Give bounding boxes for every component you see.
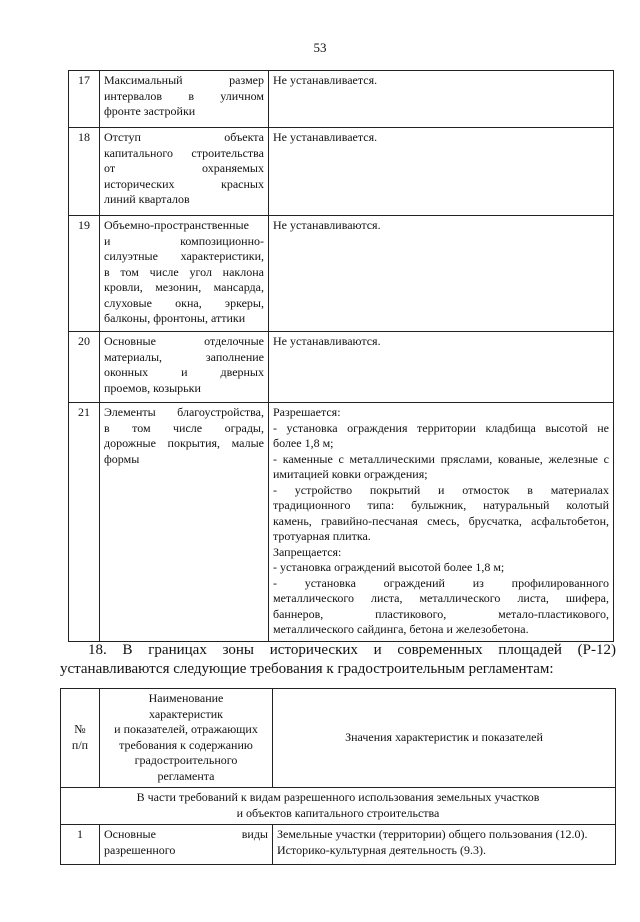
text-line: фронте застройки — [104, 104, 196, 118]
text-line: более 1,8 м; — [273, 436, 334, 450]
text-line: линий кварталов — [104, 192, 190, 206]
text-line: разрешенного — [104, 842, 176, 857]
text-line: Элементы благоустройства, — [104, 405, 264, 419]
text-line: Не устанавливаются. — [273, 334, 381, 348]
text-line: В части требований к видам разрешенного использования земельных участков — [136, 790, 540, 804]
text-line: - каменные с металлическими пряслами, кованые, железные с — [273, 451, 609, 466]
text-line: - установка ограждений из профилированного — [273, 575, 609, 590]
text-line: дорожные покрытия, малые — [104, 436, 264, 450]
text-line: - устройство покрытий и отмосток в материалах — [273, 482, 609, 497]
page-number: 53 — [313, 40, 327, 55]
characteristic-name — [100, 128, 269, 216]
text-line: оконных и дверных — [104, 365, 264, 379]
text-line: Основные отделочные — [104, 334, 264, 348]
text-line: в том числе ограды, — [104, 420, 264, 435]
row-number: 19 — [69, 216, 100, 332]
text-line: Основные виды — [104, 827, 268, 841]
text-line: регламента — [157, 768, 215, 783]
text-line: и композиционно- — [104, 233, 264, 248]
header-characteristic-name — [100, 689, 273, 788]
characteristic-name — [100, 825, 273, 865]
characteristic-name — [100, 216, 269, 332]
characteristic-name — [100, 332, 269, 403]
text-line: Земельные участки (территории) общего пользования (12.0). — [277, 827, 588, 841]
text-line: - установка ограждения территории кладбища высотой не — [273, 420, 609, 435]
text-line: традиционного типа: булыжник, натуральный колотый — [273, 498, 609, 512]
text-line: Историко-культурная деятельность (9.3). — [277, 842, 486, 857]
table-header-row — [61, 689, 616, 788]
table-row — [69, 71, 614, 128]
section-row — [61, 788, 616, 825]
text-line: и объектов капитального строительства — [236, 805, 440, 820]
text-line: п/п — [71, 737, 89, 752]
row-number: 20 — [69, 332, 100, 403]
row-number: 17 — [69, 71, 100, 128]
text-line: от охраняемых — [104, 161, 264, 175]
header-number — [61, 689, 100, 788]
characteristic-value — [269, 332, 614, 403]
regulation-table-continued — [68, 70, 614, 642]
paragraph-line: устанавливаются следующие требования к градостроительным регламентам: — [60, 661, 554, 677]
zone-r12-requirements-table — [60, 688, 616, 865]
characteristic-name — [100, 71, 269, 128]
characteristic-value — [269, 216, 614, 332]
table-row — [69, 403, 614, 642]
text-line: Отступ объекта — [104, 130, 264, 144]
table-row — [69, 216, 614, 332]
paragraph-line: 18. В границах зоны исторических и современных площадей (Р-12) — [88, 642, 616, 658]
text-line: силуэтные характеристики, — [104, 249, 264, 263]
table-row — [69, 332, 614, 403]
characteristic-name — [100, 403, 269, 642]
text-line: градостроительного — [134, 753, 238, 767]
text-line: Не устанавливается. — [273, 73, 378, 87]
text-line: материалы, заполнение — [104, 349, 264, 364]
text-line: Разрешается: — [273, 405, 341, 419]
text-line: капитального строительства — [104, 145, 264, 160]
text-line: - установка ограждений высотой более 1,8 м; — [273, 560, 505, 574]
text-line: исторических красных — [104, 176, 264, 191]
characteristic-value — [269, 71, 614, 128]
text-line: баннеров, пластикового, метало-пластикового, — [273, 606, 609, 621]
row-number: 1 — [61, 825, 100, 865]
text-line: металлического сайдинга, бетона и железобетона. — [273, 622, 529, 636]
text-line: Не устанавливаются. — [273, 218, 381, 232]
text-line: характеристик — [149, 706, 223, 721]
table-row — [69, 128, 614, 216]
characteristic-value — [273, 825, 616, 865]
table-row — [61, 825, 616, 865]
text-line: Объемно-пространственные — [104, 218, 249, 232]
text-line: № — [74, 722, 86, 736]
text-line: камень, гравийно-песчаная смесь, брусчатка, асфальтобетон, — [273, 513, 609, 528]
text-line: тротуарная плитка. — [273, 529, 371, 543]
text-line: в том числе угол наклона — [104, 264, 264, 279]
row-number: 21 — [69, 403, 100, 642]
text-line: кровли, мезонин, мансарда, — [104, 280, 264, 294]
text-line: требования к содержанию — [119, 737, 253, 752]
text-line: металлического листа, металлического листа, шифера, — [273, 591, 609, 605]
text-line: балконы, фронтоны, аттики — [104, 311, 246, 325]
section-heading — [61, 788, 616, 825]
text-line: интервалов в уличном — [104, 88, 264, 103]
row-number: 18 — [69, 128, 100, 216]
text-line: имитацией ковки ограждения; — [273, 467, 428, 481]
characteristic-value — [269, 403, 614, 642]
section-paragraph — [60, 641, 616, 679]
characteristic-value — [269, 128, 614, 216]
text-line: Максимальный размер — [104, 73, 264, 87]
text-line: Не устанавливается. — [273, 130, 378, 144]
header-characteristic-value: Значения характеристик и показателей — [273, 689, 616, 788]
text-line: Запрещается: — [273, 544, 342, 559]
text-line: слуховые окна, эркеры, — [104, 295, 264, 310]
text-line: проемов, козырьки — [104, 380, 201, 395]
text-line: Наименование — [148, 691, 224, 705]
text-line: и показателей, отражающих — [114, 722, 258, 736]
text-line: формы — [104, 451, 140, 466]
